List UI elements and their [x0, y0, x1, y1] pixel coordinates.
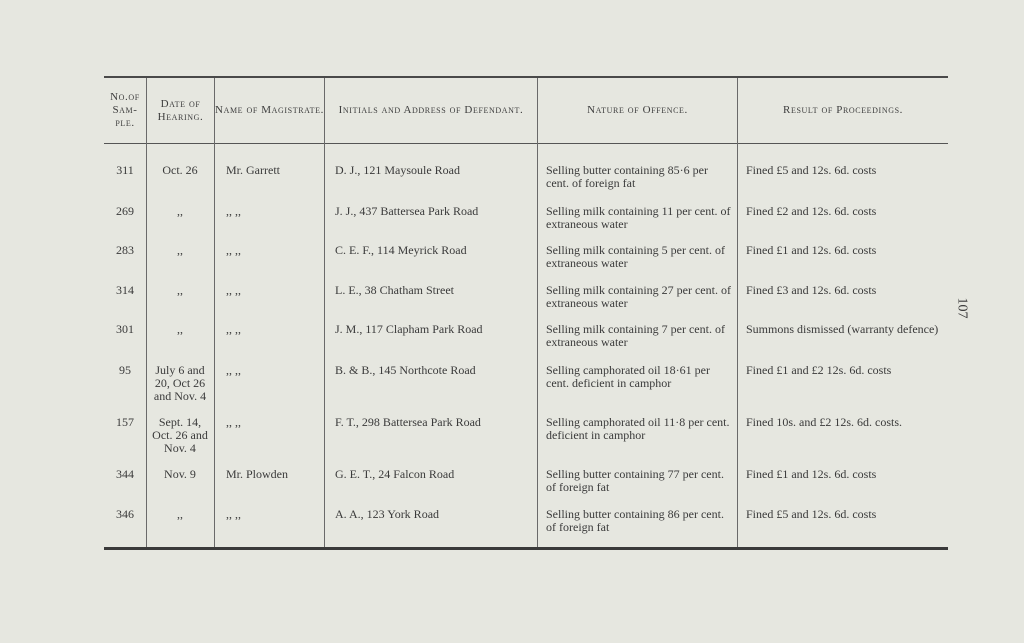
defendant-text: J. J., 437 Battersea Park Road: [335, 204, 479, 218]
offence: [546, 416, 732, 442]
header-date: Date of Hearing.: [157, 97, 204, 123]
hearing-date: [148, 164, 212, 177]
result-text: Fined £5 and 12s. 6d. costs: [746, 163, 877, 177]
bottom-rule: [104, 547, 948, 550]
hearing-date-text: ,,: [177, 322, 183, 336]
magistrate-name-text: ,, ,,: [226, 204, 241, 218]
result-text: Fined £2 and 12s. 6d. costs: [746, 204, 877, 218]
hearing-date: [148, 468, 212, 481]
offence: [546, 364, 732, 390]
result-text: Fined £3 and 12s. 6d. costs: [746, 283, 877, 297]
offence: [546, 164, 732, 190]
magistrate-name: [226, 416, 316, 429]
sample-no-text: 95: [119, 363, 131, 377]
magistrate-name: [226, 205, 316, 218]
sample-no-text: 311: [116, 163, 134, 177]
sample-no: [104, 205, 146, 218]
sample-no-text: 344: [116, 467, 134, 481]
defendant: [335, 284, 535, 297]
sample-no-text: 283: [116, 243, 134, 257]
result-text: Fined £1 and £2 12s. 6d. costs: [746, 363, 892, 377]
column-divider: [737, 78, 738, 547]
magistrate-name-text: ,, ,,: [226, 415, 241, 429]
sample-no: [104, 244, 146, 257]
magistrate-name: [226, 244, 316, 257]
sample-no: [104, 508, 146, 521]
column-divider: [146, 78, 147, 547]
offence: [546, 205, 732, 231]
defendant-text: L. E., 38 Chatham Street: [335, 283, 454, 297]
result: [746, 205, 946, 218]
result: [746, 284, 946, 297]
result-text: Fined 10s. and £2 12s. 6d. costs.: [746, 415, 902, 429]
offence-text: Selling butter containing 77 per cent. of foreign fat: [546, 467, 724, 494]
sample-no: [104, 364, 146, 377]
magistrate-name-text: Mr. Garrett: [226, 163, 280, 177]
column-divider: [537, 78, 538, 547]
hearing-date: [148, 323, 212, 336]
hearing-date: [148, 284, 212, 297]
defendant-text: C. E. F., 114 Meyrick Road: [335, 243, 467, 257]
sample-no: [104, 323, 146, 336]
offence: [546, 508, 732, 534]
magistrate-name-text: ,, ,,: [226, 283, 241, 297]
defendant-text: G. E. T., 24 Falcon Road: [335, 467, 455, 481]
defendant: [335, 364, 535, 377]
defendant-text: B. & B., 145 Northcote Road: [335, 363, 476, 377]
hearing-date-text: Nov. 9: [164, 467, 196, 481]
result: [746, 508, 946, 521]
defendant: [335, 164, 535, 177]
header-sample-no: No.of Sam-ple.: [110, 91, 140, 129]
offence: [546, 284, 732, 310]
hearing-date-text: ,,: [177, 243, 183, 257]
offence-text: Selling camphorated oil 11·8 per cent. deficient in camphor: [546, 415, 730, 442]
offence-text: Selling butter containing 85·6 per cent. of foreign fat: [546, 163, 708, 190]
result-text: Fined £1 and 12s. 6d. costs: [746, 467, 877, 481]
sample-no-text: 314: [116, 283, 134, 297]
offence: [546, 468, 732, 494]
column-divider: [214, 78, 215, 547]
hearing-date-text: July 6 and 20, Oct 26 and Nov. 4: [153, 363, 207, 403]
magistrate-name: [226, 164, 316, 177]
sample-no: [104, 284, 146, 297]
hearing-date-text: Oct. 26: [162, 163, 198, 177]
column-divider: [324, 78, 325, 547]
header-rule: [104, 143, 948, 144]
result-text: Fined £1 and 12s. 6d. costs: [746, 243, 877, 257]
result-text: Summons dismissed (warranty defence): [746, 322, 939, 336]
hearing-date-text: ,,: [177, 507, 183, 521]
offence-text: Selling milk containing 5 per cent. of extraneous water: [546, 243, 725, 270]
sample-no-text: 346: [116, 507, 134, 521]
hearing-date-text: ,,: [177, 283, 183, 297]
hearing-date: [148, 205, 212, 218]
hearing-date-text: Sept. 14, Oct. 26 and Nov. 4: [152, 415, 208, 455]
page-number: 107: [954, 297, 970, 319]
magistrate-name-text: ,, ,,: [226, 322, 241, 336]
sample-no-text: 269: [116, 204, 134, 218]
defendant-text: F. T., 298 Battersea Park Road: [335, 415, 481, 429]
result: [746, 416, 946, 429]
magistrate-name: [226, 508, 316, 521]
hearing-date: [148, 416, 212, 455]
hearing-date: [148, 244, 212, 257]
offence-text: Selling milk containing 11 per cent. of extraneous water: [546, 204, 731, 231]
defendant: [335, 205, 535, 218]
hearing-date: [148, 508, 212, 521]
defendant: [335, 244, 535, 257]
offence-text: Selling camphorated oil 18·61 per cent. deficient in camphor: [546, 363, 710, 390]
defendant-text: A. A., 123 York Road: [335, 507, 440, 521]
magistrate-name-text: ,, ,,: [226, 243, 241, 257]
magistrate-name: [226, 468, 316, 481]
result-text: Fined £5 and 12s. 6d. costs: [746, 507, 877, 521]
defendant: [335, 416, 535, 429]
sample-no: [104, 164, 146, 177]
defendant: [335, 323, 535, 336]
magistrate-name: [226, 284, 316, 297]
offence-text: Selling butter containing 86 per cent. of foreign fat: [546, 507, 724, 534]
defendant-text: D. J., 121 Maysoule Road: [335, 163, 460, 177]
magistrate-name-text: ,, ,,: [226, 363, 241, 377]
sample-no: [104, 468, 146, 481]
defendant: [335, 468, 535, 481]
result: [746, 323, 946, 336]
magistrate-name: [226, 364, 316, 377]
result: [746, 468, 946, 481]
magistrate-name-text: Mr. Plowden: [226, 467, 289, 481]
magistrate-name: [226, 323, 316, 336]
hearing-date-text: ,,: [177, 204, 183, 218]
header-defendant: Initials and Address of Defendant.: [338, 104, 524, 116]
result: [746, 244, 946, 257]
offence-text: Selling milk containing 7 per cent. of extraneous water: [546, 322, 725, 349]
defendant: [335, 508, 535, 521]
magistrate-name-text: ,, ,,: [226, 507, 241, 521]
offence: [546, 244, 732, 270]
result: [746, 164, 946, 177]
header-offence: Nature of Offence.: [587, 104, 688, 116]
sample-no-text: 301: [116, 322, 134, 336]
sample-no: [104, 416, 146, 429]
offence: [546, 323, 732, 349]
sample-no-text: 157: [116, 415, 134, 429]
header-magistrate: Name of Magistrate.: [215, 104, 324, 116]
header-result: Result of Proceedings.: [783, 104, 903, 116]
defendant-text: J. M., 117 Clapham Park Road: [335, 322, 483, 336]
result: [746, 364, 946, 377]
hearing-date: [148, 364, 212, 403]
offence-text: Selling milk containing 27 per cent. of extraneous water: [546, 283, 731, 310]
